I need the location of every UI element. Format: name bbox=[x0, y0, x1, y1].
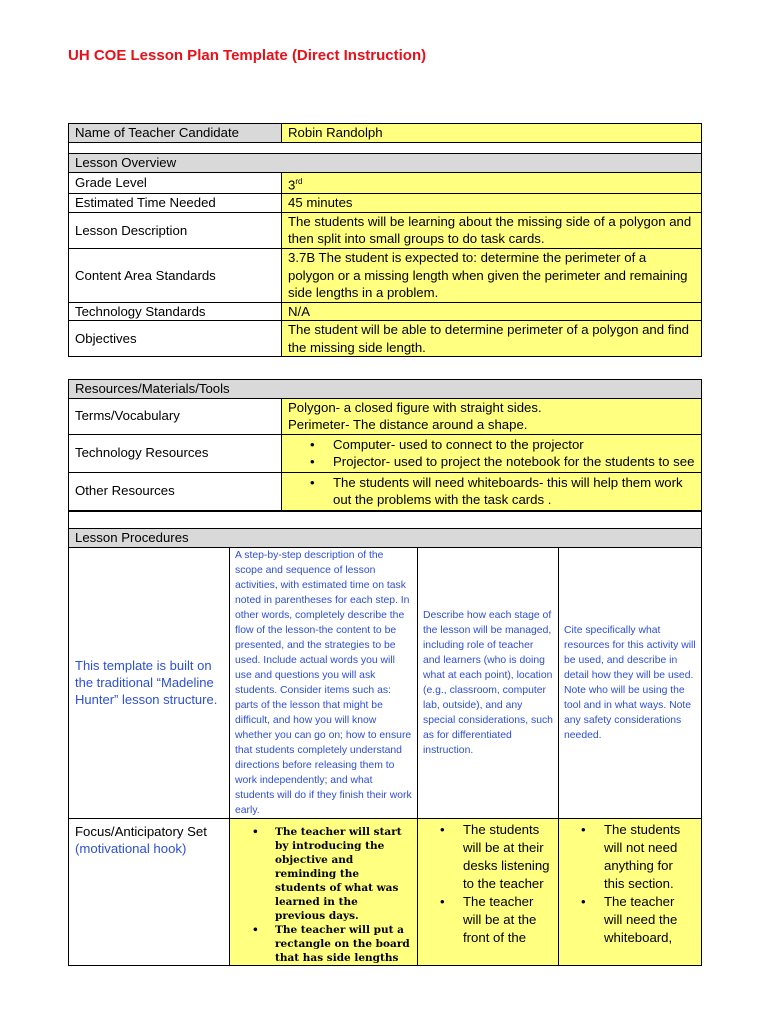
procedures-heading: Lesson Procedures bbox=[69, 529, 702, 548]
list-item: • The students will need whiteboards- this will help them work out the problems with the task cards . bbox=[300, 474, 695, 509]
lesson-overview-heading: Lesson Overview bbox=[69, 154, 702, 173]
management-description: Describe how each stage of the lesson will be managed, including role of teacher and learners (who is doing what at each point), location (e.g., classroom, computer lab, outside), and any special considerations, such as for differentiated instruction. bbox=[418, 547, 559, 818]
other-resources-label: Other Resources bbox=[69, 472, 282, 510]
list-item: • The students will not need anything for this section. bbox=[559, 821, 695, 893]
description-value: The students will be learning about the missing side of a polygon and then split into small groups to do task cards. bbox=[282, 212, 702, 248]
tech-resources-label: Technology Resources bbox=[69, 434, 282, 472]
grade-level-label: Grade Level bbox=[69, 172, 282, 194]
list-item: • The teacher will start by introducing the objective and reminding the students of what was learned in the previous days. bbox=[230, 825, 411, 923]
list-item: • The students will be at their desks listening to the teacher bbox=[418, 821, 552, 893]
list-item: • The teacher will be at the front of the bbox=[418, 893, 552, 947]
teacher-table bbox=[68, 123, 702, 357]
resources-description: Cite specifically what resources for this activity will be used, and describe in detail how they will be used. Note who will be using the tool and in what ways. Note any safety considerations needed. bbox=[559, 547, 702, 818]
other-resources-value bbox=[282, 472, 702, 510]
focus-cell bbox=[69, 818, 230, 965]
list-item: • The teacher will need the whiteboard, bbox=[559, 893, 695, 947]
focus-teacher-cell bbox=[230, 818, 418, 965]
term-polygon: Polygon- a closed figure with straight sides. bbox=[288, 399, 542, 415]
resources-heading: Resources/Materials/Tools bbox=[69, 380, 702, 399]
time-needed-label: Estimated Time Needed bbox=[69, 194, 282, 213]
description-label: Lesson Description bbox=[69, 212, 282, 248]
focus-sub: (motivational hook) bbox=[75, 841, 187, 856]
procedures-table bbox=[68, 511, 702, 966]
list-item: • Projector- used to project the notebook for the students to see bbox=[300, 453, 695, 471]
content-standards-label: Content Area Standards bbox=[69, 248, 282, 302]
teacher-label: Name of Teacher Candidate bbox=[69, 124, 282, 143]
focus-label: Focus/Anticipatory Set bbox=[75, 823, 207, 839]
technology-standards-value: N/A bbox=[282, 302, 702, 321]
steps-description: A step-by-step description of the scope and sequence of lesson activities, with estimated time on task noted in parentheses for each step. In other words, completely describe the flow of the lesson-the content to be presented, and the strategies to be used. Include actual words you will use and questions you will ask students. Consider items such as: parts of the lesson that might be difficult, and how you will know whether you can go on; how to ensure that students completely understand directions before releasing them to work independently; and what students will do if they finish their work early. bbox=[230, 547, 418, 818]
list-item: • Computer- used to connect to the projector bbox=[300, 436, 695, 454]
terms-label: Terms/Vocabulary bbox=[69, 398, 282, 434]
template-note: This template is built on the traditional “Madeline Hunter” lesson structure. bbox=[69, 547, 230, 818]
terms-value bbox=[282, 398, 702, 434]
focus-management-cell bbox=[418, 818, 559, 965]
teacher-name: Robin Randolph bbox=[282, 124, 702, 143]
resources-table bbox=[68, 379, 702, 511]
term-perimeter: Perimeter- The distance around a shape. bbox=[288, 417, 528, 432]
objectives-value: The student will be able to determine perimeter of a polygon and find the missing side length. bbox=[282, 321, 702, 357]
objectives-label: Objectives bbox=[69, 321, 282, 357]
focus-resources-cell bbox=[559, 818, 702, 965]
grade-level-value: 3rd bbox=[282, 172, 702, 194]
tech-resources-value bbox=[282, 434, 702, 472]
time-needed-value: 45 minutes bbox=[282, 194, 702, 213]
content-standards-value: 3.7B The student is expected to: determine the perimeter of a polygon or a missing length when given the perimeter and remaining side lengths in a problem. bbox=[282, 248, 702, 302]
document-title: UH COE Lesson Plan Template (Direct Instruction) bbox=[68, 47, 427, 64]
technology-standards-label: Technology Standards bbox=[69, 302, 282, 321]
list-item: • The teacher will put a rectangle on the board that has side lengths bbox=[230, 923, 411, 965]
